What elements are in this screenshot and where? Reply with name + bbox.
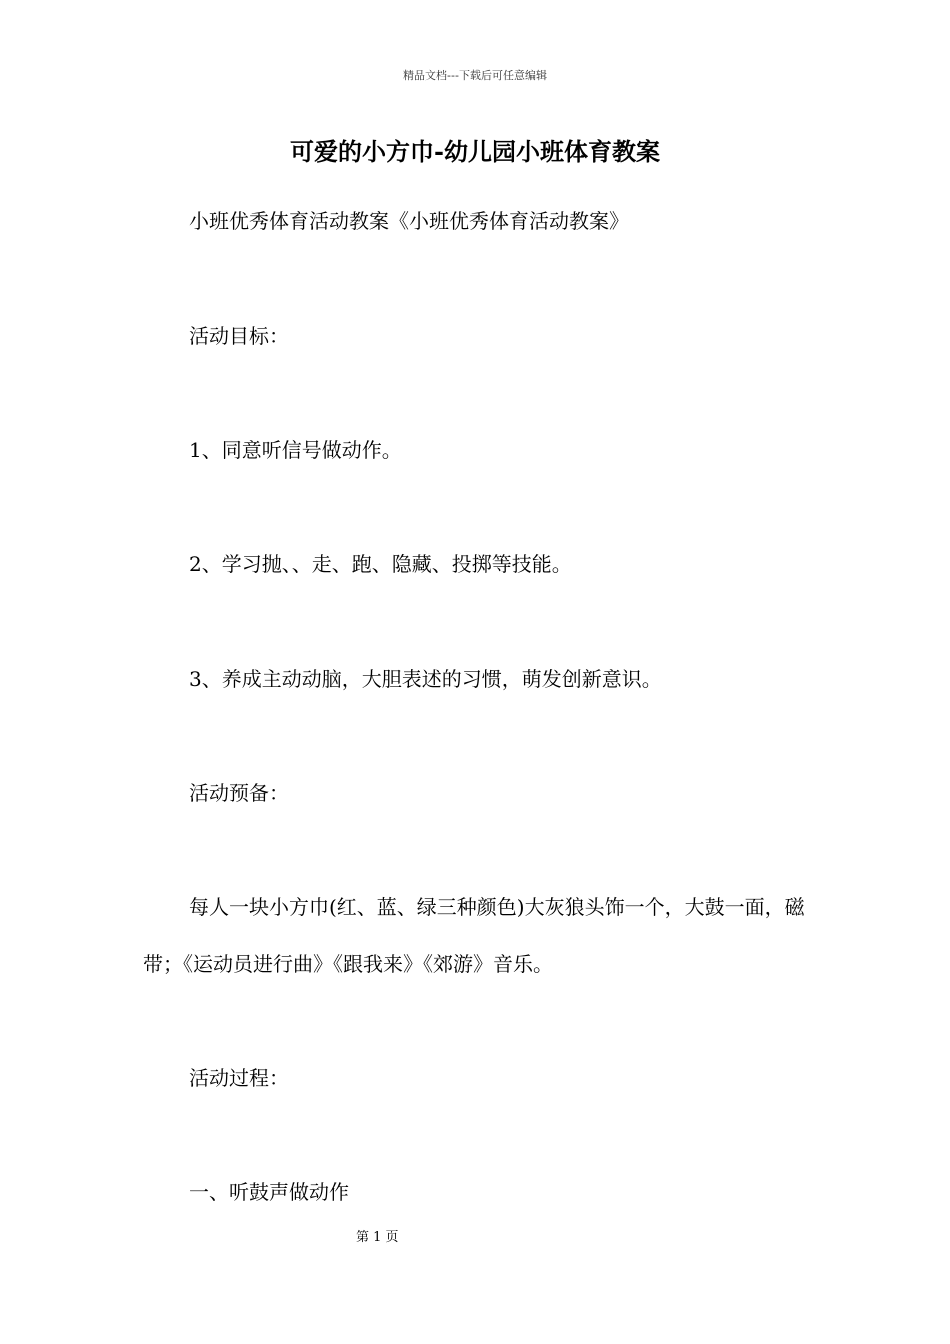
page-number: 第 1 页 <box>356 1230 399 1245</box>
paragraph-goal-2: 2、学习抛、、走、跑、隐藏、投掷等技能。 <box>189 552 572 576</box>
paragraph-prep-heading: 活动预备： <box>189 781 289 805</box>
paragraph-goals-heading: 活动目标： <box>189 324 289 348</box>
paragraph-goal-3: 3、养成主动动脑，大胆表述的习惯，萌发创新意识。 <box>189 667 662 691</box>
paragraph-process-heading: 活动过程： <box>189 1066 289 1090</box>
paragraph-prep-materials: 每人一块小方巾(红、蓝、绿三种颜色)大灰狼头饰一个，大鼓一面，磁带；《运动员进行曲》《跟我来》《郊游》音乐。 <box>143 895 805 976</box>
paragraph-goal-1: 1、同意听信号做动作。 <box>189 438 402 462</box>
page-header: 精品文档---下载后可任意编辑 <box>403 69 547 82</box>
document-title: 可爱的小方巾-幼儿园小班体育教案 <box>290 137 660 166</box>
paragraph-intro: 小班优秀体育活动教案《小班优秀体育活动教案》 <box>189 209 629 233</box>
paragraph-step-1: 一、听鼓声做动作 <box>189 1180 349 1204</box>
